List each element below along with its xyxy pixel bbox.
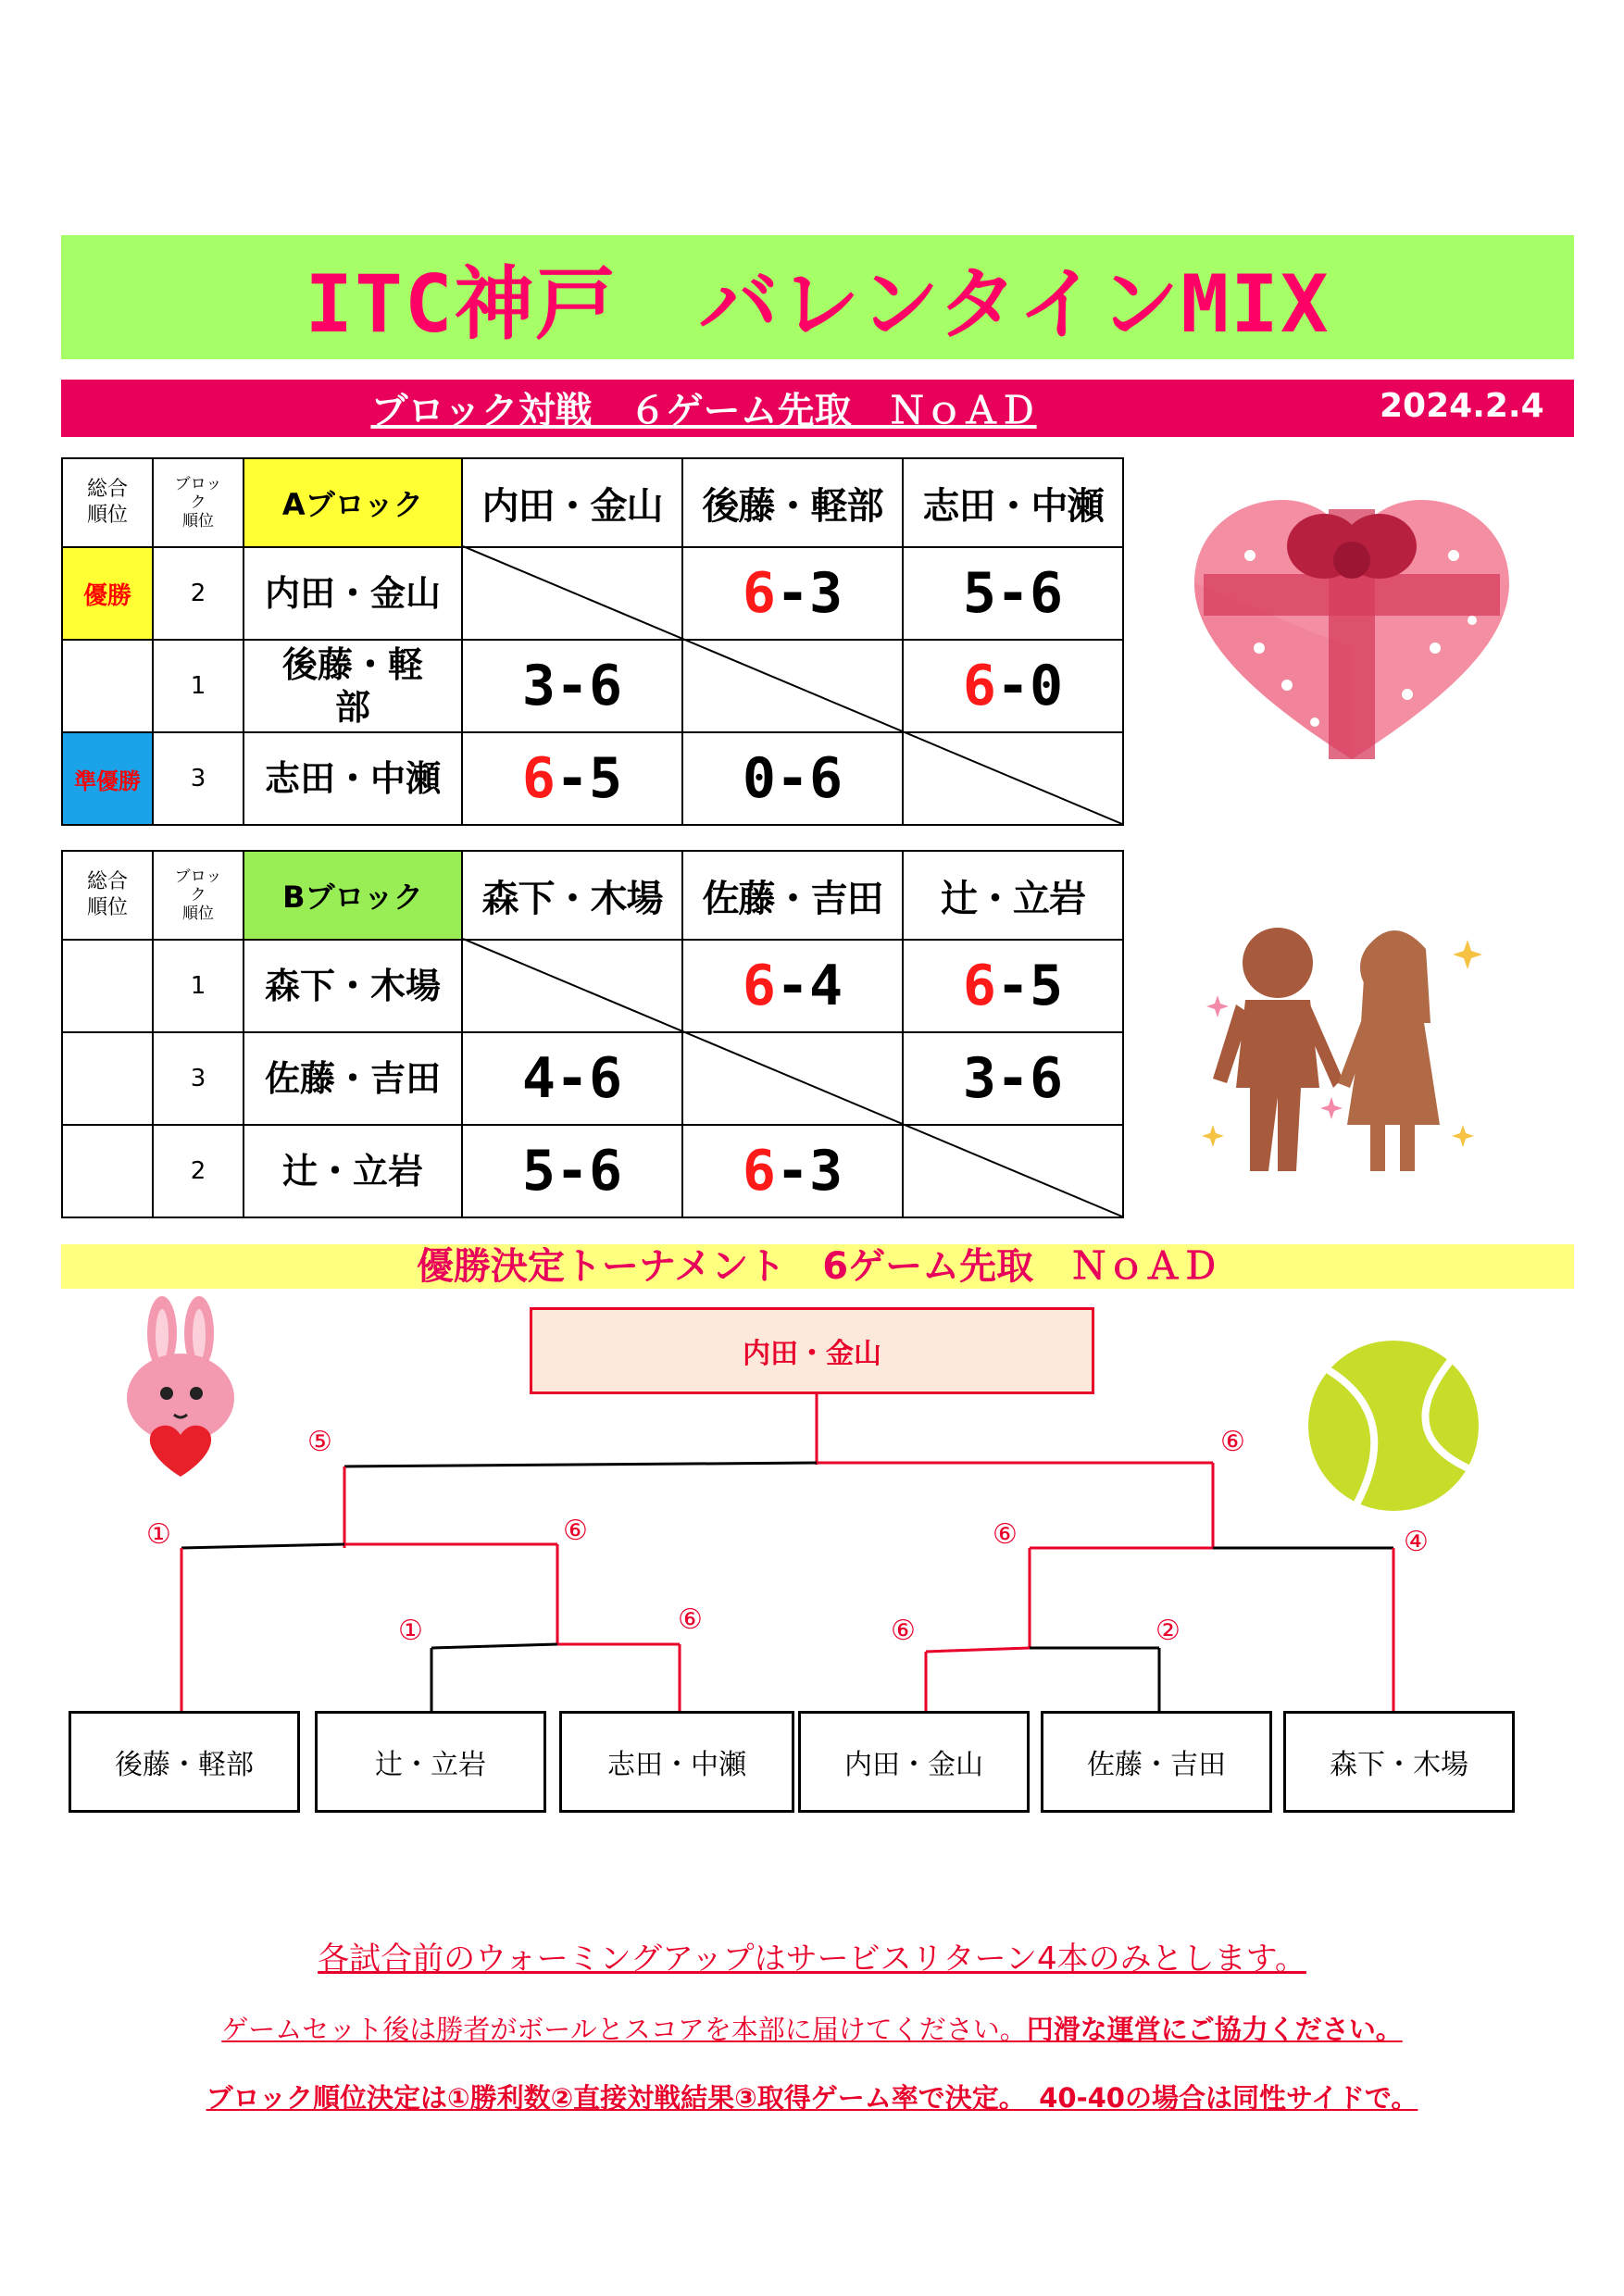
score-value: 5-6 (521, 1139, 623, 1204)
block-b-name: Bブロック (244, 851, 462, 940)
bracket-score: ② (1156, 1615, 1181, 1647)
score-value: 5-6 (962, 561, 1064, 626)
score-value: 6-5 (521, 746, 623, 811)
score-value: 6-3 (742, 1139, 843, 1204)
team-name: 志田・中瀬 (244, 732, 462, 825)
team-name: 後藤・軽 部 (244, 640, 462, 732)
note-score-report (0, 2009, 1624, 2047)
block-a-col-2: 後藤・軽部 (682, 458, 903, 547)
champion-badge: 優勝 (62, 547, 153, 640)
score-value: 3-6 (521, 654, 623, 718)
team-name: 内田・金山 (244, 547, 462, 640)
team-name: 辻・立岩 (244, 1125, 462, 1217)
bracket-team: 佐藤・吉田 (1041, 1711, 1272, 1813)
block-rank-header: ブロッ ク 順位 (153, 851, 244, 940)
block-b-col-2: 佐藤・吉田 (682, 851, 903, 940)
bracket-score: ⑤ (307, 1426, 332, 1458)
block-subtitle: ブロック対戦 ６ゲーム先取 ＮｏＡＤ (370, 390, 1037, 432)
block-a-col-1: 内田・金山 (462, 458, 682, 547)
note-cooperation: 円滑な運営にご協力ください。 (1026, 2014, 1403, 2045)
bracket-team: 辻・立岩 (315, 1711, 546, 1813)
bracket-score: ④ (1404, 1526, 1429, 1558)
bracket-score: ⑥ (993, 1518, 1018, 1551)
page-title: ITC神戸 バレンタインMIX (305, 258, 1330, 351)
team-name: 森下・木場 (244, 940, 462, 1032)
score-value: 6-0 (962, 654, 1064, 718)
runner-up-badge: 準優勝 (62, 732, 153, 825)
block-rank: 2 (153, 1125, 244, 1217)
bracket-score: ① (398, 1615, 423, 1647)
bracket-score: ⑥ (678, 1603, 703, 1636)
overall-rank-header: 総合 順位 (62, 458, 153, 547)
tournament-winner: 内田・金山 (530, 1307, 1094, 1394)
score-value: 0-6 (742, 746, 843, 811)
bracket-team: 志田・中瀬 (559, 1711, 794, 1813)
score-value: 6-4 (742, 954, 843, 1018)
block-a-col-3: 志田・中瀬 (903, 458, 1123, 547)
bracket-team: 後藤・軽部 (69, 1711, 300, 1813)
block-b-col-1: 森下・木場 (462, 851, 682, 940)
block-a-name: Aブロック (244, 458, 462, 547)
block-rank: 1 (153, 640, 244, 732)
score-value: 6-5 (962, 954, 1064, 1018)
overall-rank-header: 総合 順位 (62, 851, 153, 940)
block-rank: 1 (153, 940, 244, 1032)
note-score-report-text: ゲームセット後は勝者がボールとスコアを本部に届けてください。 (221, 2014, 1027, 2045)
bracket-score: ① (146, 1518, 171, 1551)
note-warmup: 各試合前のウォーミングアップはサービスリターン4本のみとします。 (318, 1940, 1306, 1978)
tournament-title: 優勝決定トーナメント 6ゲーム先取 ＮｏＡＤ (416, 1245, 1219, 1288)
block-rank: 3 (153, 1032, 244, 1125)
bracket-score: ⑥ (563, 1515, 588, 1547)
score-value: 3-6 (962, 1046, 1064, 1111)
bracket-team: 森下・木場 (1283, 1711, 1515, 1813)
note-ranking-rule: ブロック順位決定は①勝利数②直接対戦結果③取得ゲーム率で決定。 40-40の場合は同性サイドで。 (206, 2082, 1418, 2114)
bracket-team: 内田・金山 (798, 1711, 1030, 1813)
event-date: 2024.2.4 (1380, 387, 1544, 425)
score-value: 6-3 (742, 561, 843, 626)
bracket-score: ⑥ (1220, 1426, 1245, 1458)
team-name: 佐藤・吉田 (244, 1032, 462, 1125)
block-rank: 3 (153, 732, 244, 825)
block-b-col-3: 辻・立岩 (903, 851, 1123, 940)
bracket-score: ⑥ (891, 1615, 916, 1647)
block-rank-header: ブロッ ク 順位 (153, 458, 244, 547)
block-rank: 2 (153, 547, 244, 640)
score-value: 4-6 (521, 1046, 623, 1111)
